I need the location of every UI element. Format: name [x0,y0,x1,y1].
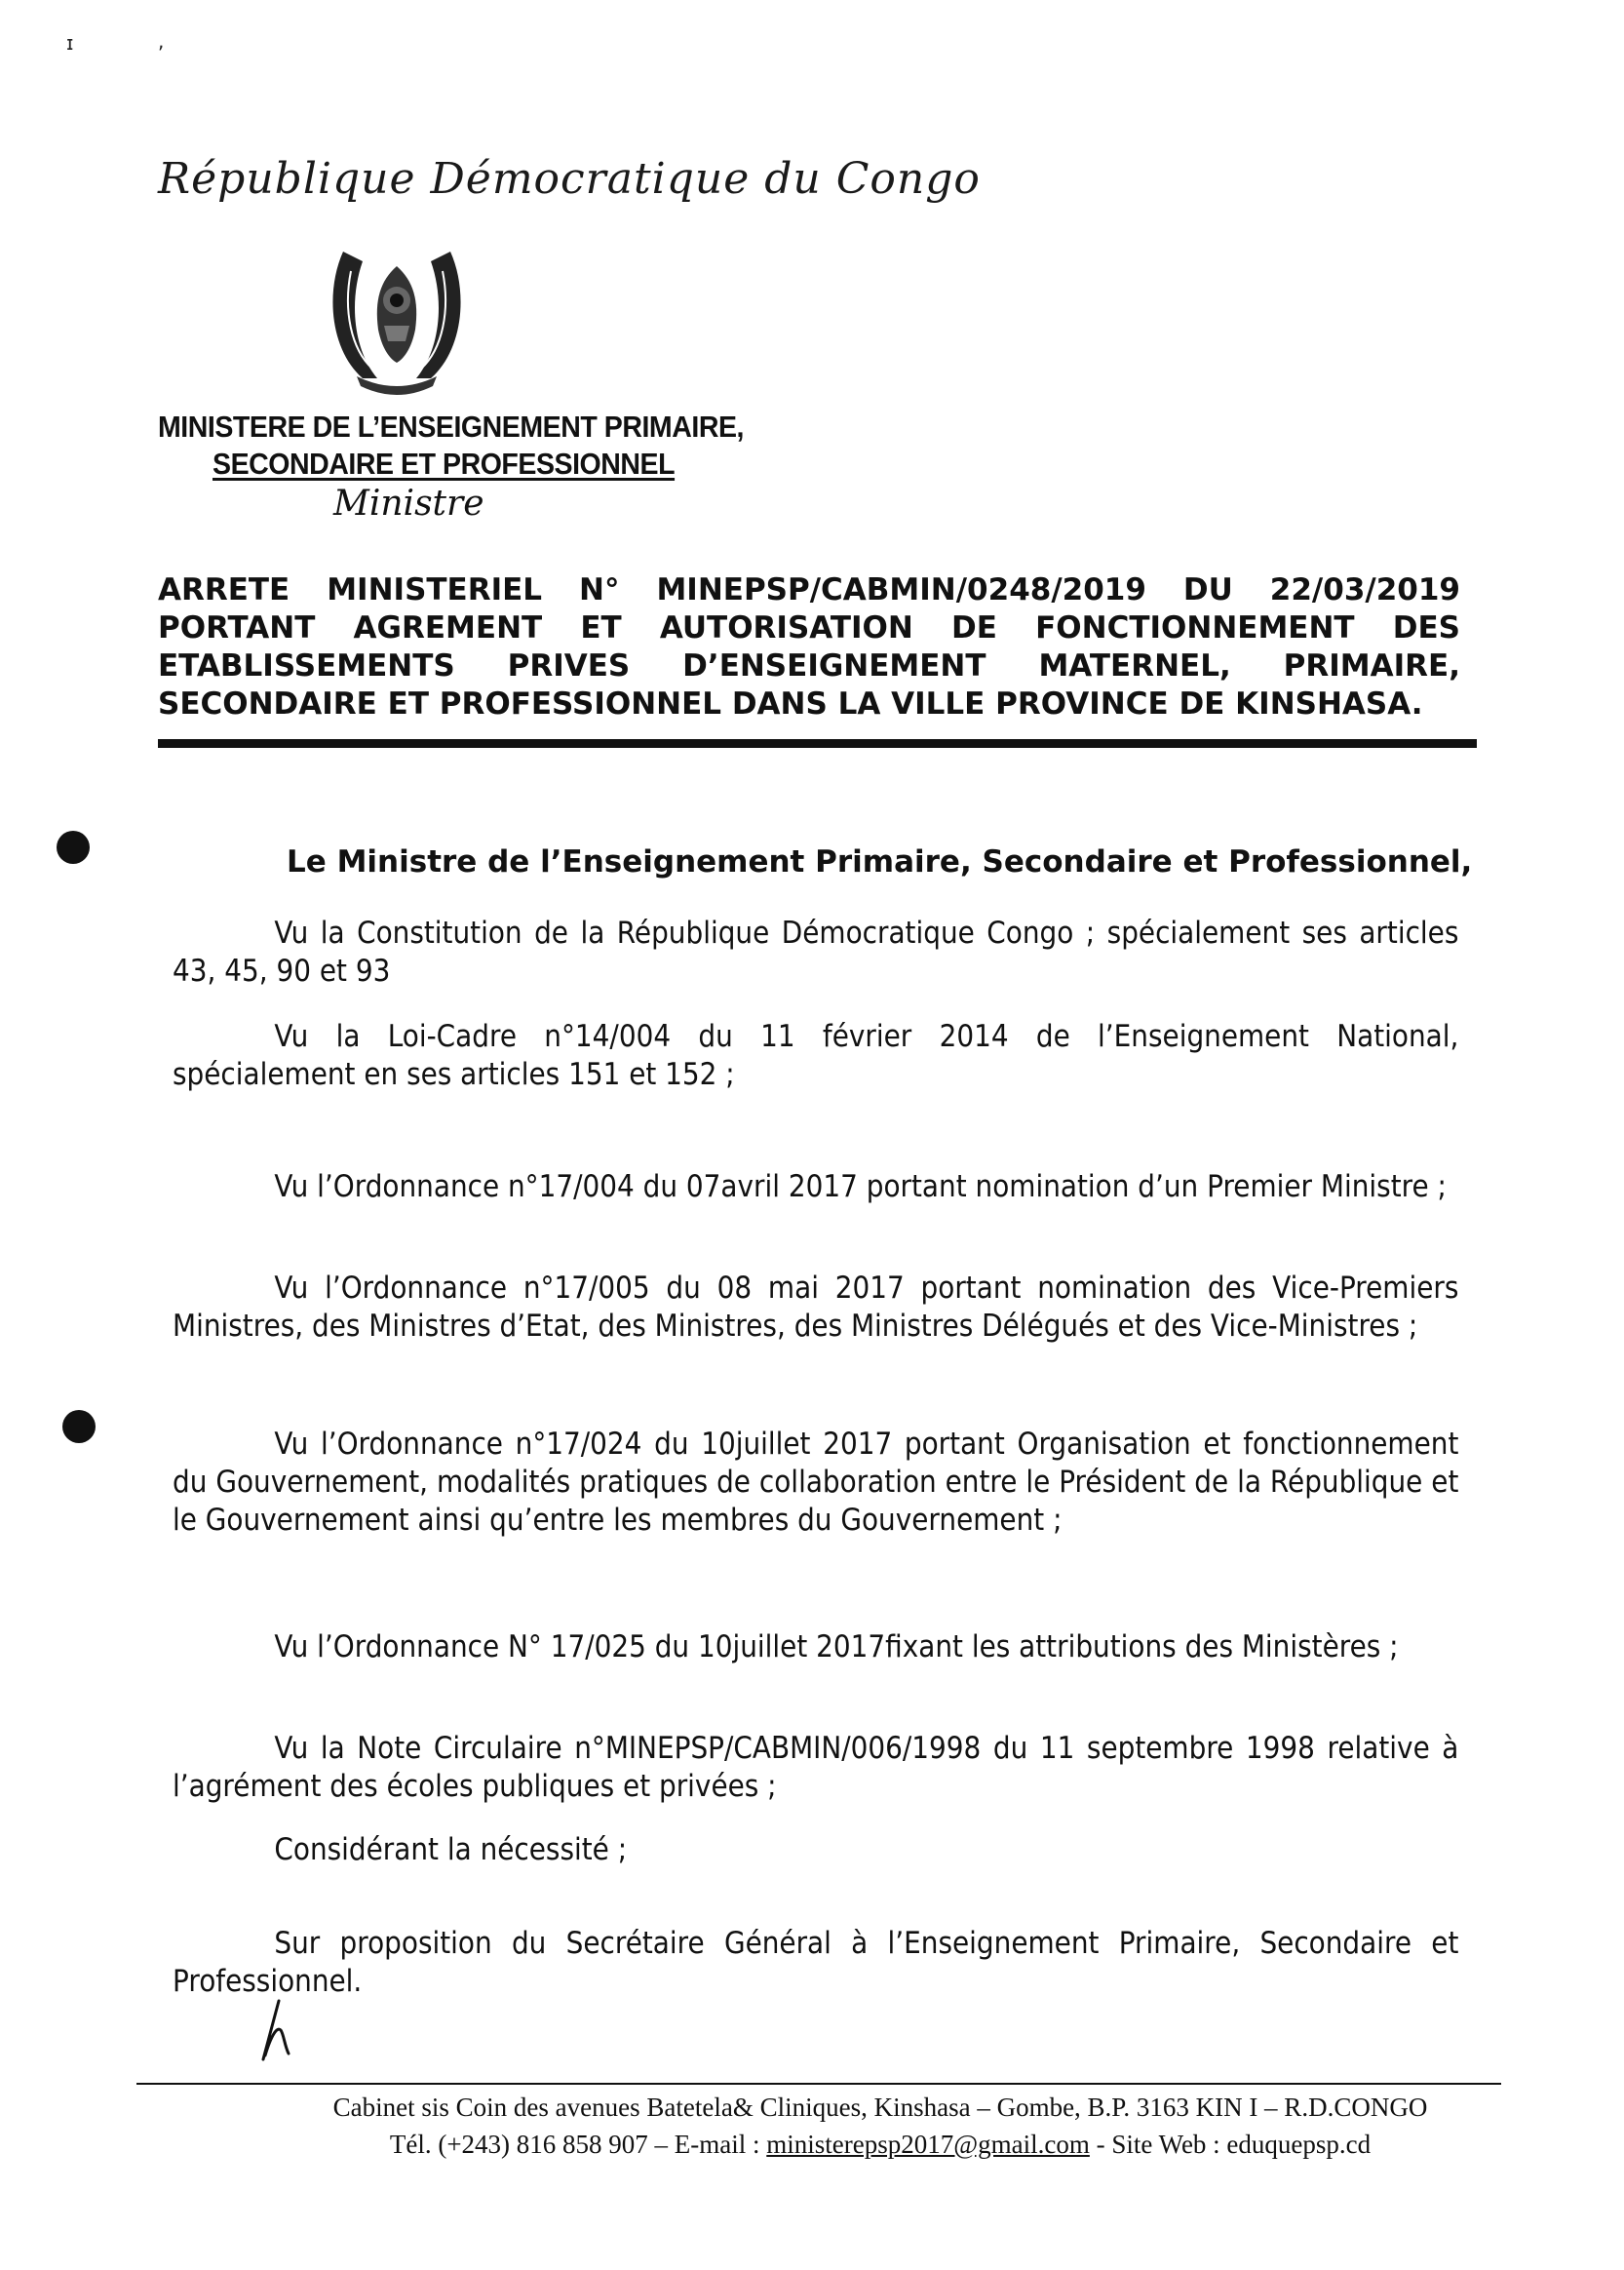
considerant-paragraph: Vu l’Ordonnance n°17/024 du 10juillet 2017 portant Organisation et fonctionnement du Gouvernement, modalités pratiques de collaboration entre le Président de la République et le Gouvernement ainsi qu’entre les membres du Gouvernement ; [173,1427,1459,1538]
considerant-paragraph: Vu l’Ordonnance n°17/004 du 07avril 2017 portant nomination d’un Premier Ministre ; [274,1169,1447,1204]
decree-title-line: PORTANT AGREMENT ET AUTORISATION DE FONCTIONNEMENT DES [158,610,1460,646]
scan-speck: ɪ [66,31,74,55]
footer-contact [68,2130,1624,2160]
minister-heading: Le Ministre de l’Enseignement Primaire, Secondaire et Professionnel, [287,844,1473,880]
considerant-paragraph: Vu l’Ordonnance n°17/005 du 08 mai 2017 portant nomination des Vice-Premiers Ministres, des Ministres d’Etat, des Ministres, des Ministres Délégués et des Vice-Ministres ; [173,1271,1459,1344]
footer-address: Cabinet sis Coin des avenues Batetela& Cliniques, Kinshasa – Gombe, B.P. 3163 KIN I – R.D.CONGO [332,2093,1428,2122]
footer-tel: Tél. (+243) 816 858 907 – E-mail : [389,2130,767,2159]
decree-title-line: ARRETE MINISTERIEL N° MINEPSP/CABMIN/0248/2019 DU 22/03/2019 [158,572,1460,607]
considerant-paragraph: Vu la Constitution de la République Démocratique Congo ; spécialement ses articles 43, 45, 90 et 93 [173,916,1459,989]
ministry-line-1: MINISTERE DE L’ENSEIGNEMENT PRIMAIRE, [158,410,744,444]
decree-title-line: SECONDAIRE ET PROFESSIONNEL DANS LA VILLE PROVINCE DE KINSHASA. [158,686,1423,722]
considerant-paragraph: Considérant la nécessité ; [274,1832,628,1867]
considerant-paragraph: Vu la Note Circulaire n°MINEPSP/CABMIN/006/1998 du 11 septembre 1998 relative à l’agrément des écoles publiques et privées ; [173,1731,1459,1804]
scan-speck: , [158,29,165,53]
considerant-paragraph: Sur proposition du Secrétaire Général à l’Enseignement Primaire, Secondaire et Professionnel. [173,1926,1459,1999]
footer-site: - Site Web : eduquepsp.cd [1089,2130,1372,2159]
initials-paraph-icon [251,1997,300,2065]
punch-hole-icon [62,1410,96,1443]
ministry-line-2: SECONDAIRE ET PROFESSIONNEL [213,447,676,481]
footer-email-link[interactable]: ministerepsp2017@gmail.com [766,2130,1090,2159]
considerant-paragraph: Vu l’Ordonnance N° 17/025 du 10juillet 2017fixant les attributions des Ministères ; [274,1629,1399,1664]
footer-rule [136,2083,1501,2085]
coat-of-arms-emblem-icon [324,232,470,398]
title-rule [158,739,1477,748]
punch-hole-icon [57,831,90,864]
ministre-label: Ministre [333,484,484,524]
republic-heading: République Démocratique du Congo [158,154,981,204]
decree-title [158,571,1460,724]
decree-title-line: ETABLISSEMENTS PRIVES D’ENSEIGNEMENT MATERNEL, PRIMAIRE, [158,648,1460,684]
considerant-paragraph: Vu la Loi-Cadre n°14/004 du 11 février 2014 de l’Enseignement National, spécialement en ses articles 151 et 152 ; [173,1019,1459,1092]
